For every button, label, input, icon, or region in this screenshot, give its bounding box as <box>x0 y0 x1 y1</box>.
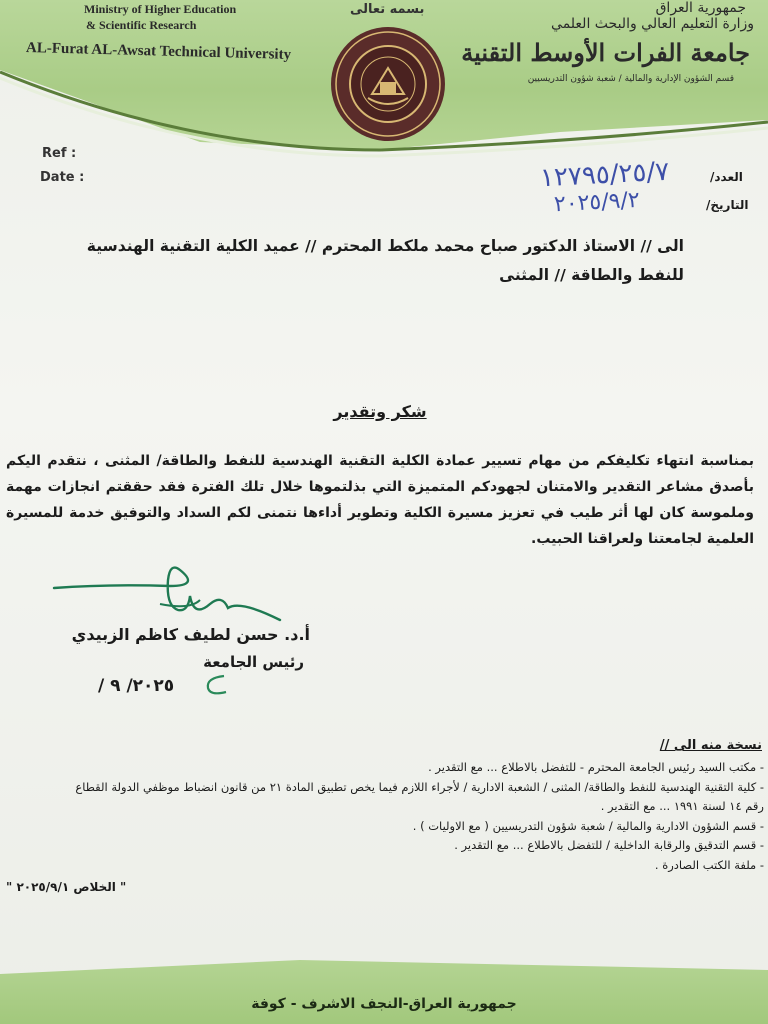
recipient-line1: الى // الاستاذ الدكتور صباح محمد ملكط المحترم // عميد الكلية التقنية الهندسية <box>86 237 684 255</box>
ministry-line2-en: & Scientific Research <box>86 18 197 32</box>
signature-image <box>50 560 300 630</box>
university-name-ar: جامعة الفرات الأوسط التقنية <box>461 38 750 67</box>
signature-date: ٢٠٢٥/ ٩ / <box>98 676 175 696</box>
department-ar: قسم الشؤون الإدارية والمالية / شعبة شؤون التدريسيين <box>527 74 734 84</box>
basmala: بسمه تعالى <box>350 2 425 17</box>
date-label-ar: التاريخ/ <box>706 198 749 212</box>
recipient-line2: للنفط والطاقة // المثنى <box>499 266 684 284</box>
copy-item: - كلية التقنية الهندسية للنفط والطاقة/ المثنى / الشعبة الادارية / لأجراء اللازم فيما يخص تطبيق المادة ٢١ من قانون انضباط موظفي الدولة القطاع <box>75 779 764 794</box>
footer-band <box>0 960 768 1024</box>
copy-item: - قسم الشؤون الادارية والمالية / شعبة شؤون التدريسيين ( مع الاوليات ) . <box>412 818 764 833</box>
date-handwritten: ٢٠٢٥/٩/٢ <box>553 187 641 218</box>
khalas-note: " الخلاص ٢٠٢٥/٩/١ " <box>6 880 127 894</box>
recipient <box>64 232 684 290</box>
signer-name: أ.د. حسن لطيف كاظم الزبيدي <box>71 625 310 644</box>
handwritten-day-mark <box>200 672 230 698</box>
signer-title: رئيس الجامعة <box>203 653 304 671</box>
republic-ar: جمهورية العراق <box>655 0 746 16</box>
date-label: Date : <box>40 170 85 185</box>
number-label-ar: العدد/ <box>710 170 743 184</box>
copies-list <box>4 758 764 875</box>
copy-item: - قسم التدقيق والرقابة الداخلية / للتفضل بالاطلاع ... مع التقدير . <box>454 838 764 852</box>
footer-address: جمهورية العراق-النجف الاشرف - كوفة <box>251 996 517 1012</box>
ministry-line1-en: Ministry of Higher Education <box>84 2 237 16</box>
subject-title: شكر وتقدير <box>333 402 427 421</box>
university-name-en: AL-Furat AL-Awsat Technical University <box>25 40 292 63</box>
letter-body: بمناسبة انتهاء تكليفكم من مهام تسيير عمادة الكلية التقنية الهندسية للنفط والطاقة/ المثنى ، نتقدم اليكم بأصدق مشاعر التقدير والامتنان لجهودكم المتميزة التي بذلتموها خلال تلك الفترة فقد حققتم انجازات مهمة وملموسة كان لها أثر طيب في تعزيز مسيرة الكلية وتطوير أداءها نتمنى لكم السداد والتوفيق خدمة للمسيرة العلمية لجامعتنا ولعراقنا الحبيب. <box>6 453 754 547</box>
copy-item: رقم ١٤ لسنة ١٩٩١ ... مع التقدير . <box>600 799 764 813</box>
ministry-ar: وزارة التعليم العالي والبحث العلمي <box>551 16 754 32</box>
university-seal-icon <box>328 24 448 144</box>
copy-item: - مكتب السيد رئيس الجامعة المحترم - للتفضل بالاطلاع ... مع التقدير . <box>428 760 764 774</box>
copy-item: - ملفة الكتب الصادرة . <box>654 857 764 872</box>
reference-number-handwritten: ١٢٧٩٥/٢٥/٧ <box>539 156 670 194</box>
ref-label: Ref : <box>42 146 77 161</box>
copies-heading: نسخة منه الى // <box>659 738 762 753</box>
